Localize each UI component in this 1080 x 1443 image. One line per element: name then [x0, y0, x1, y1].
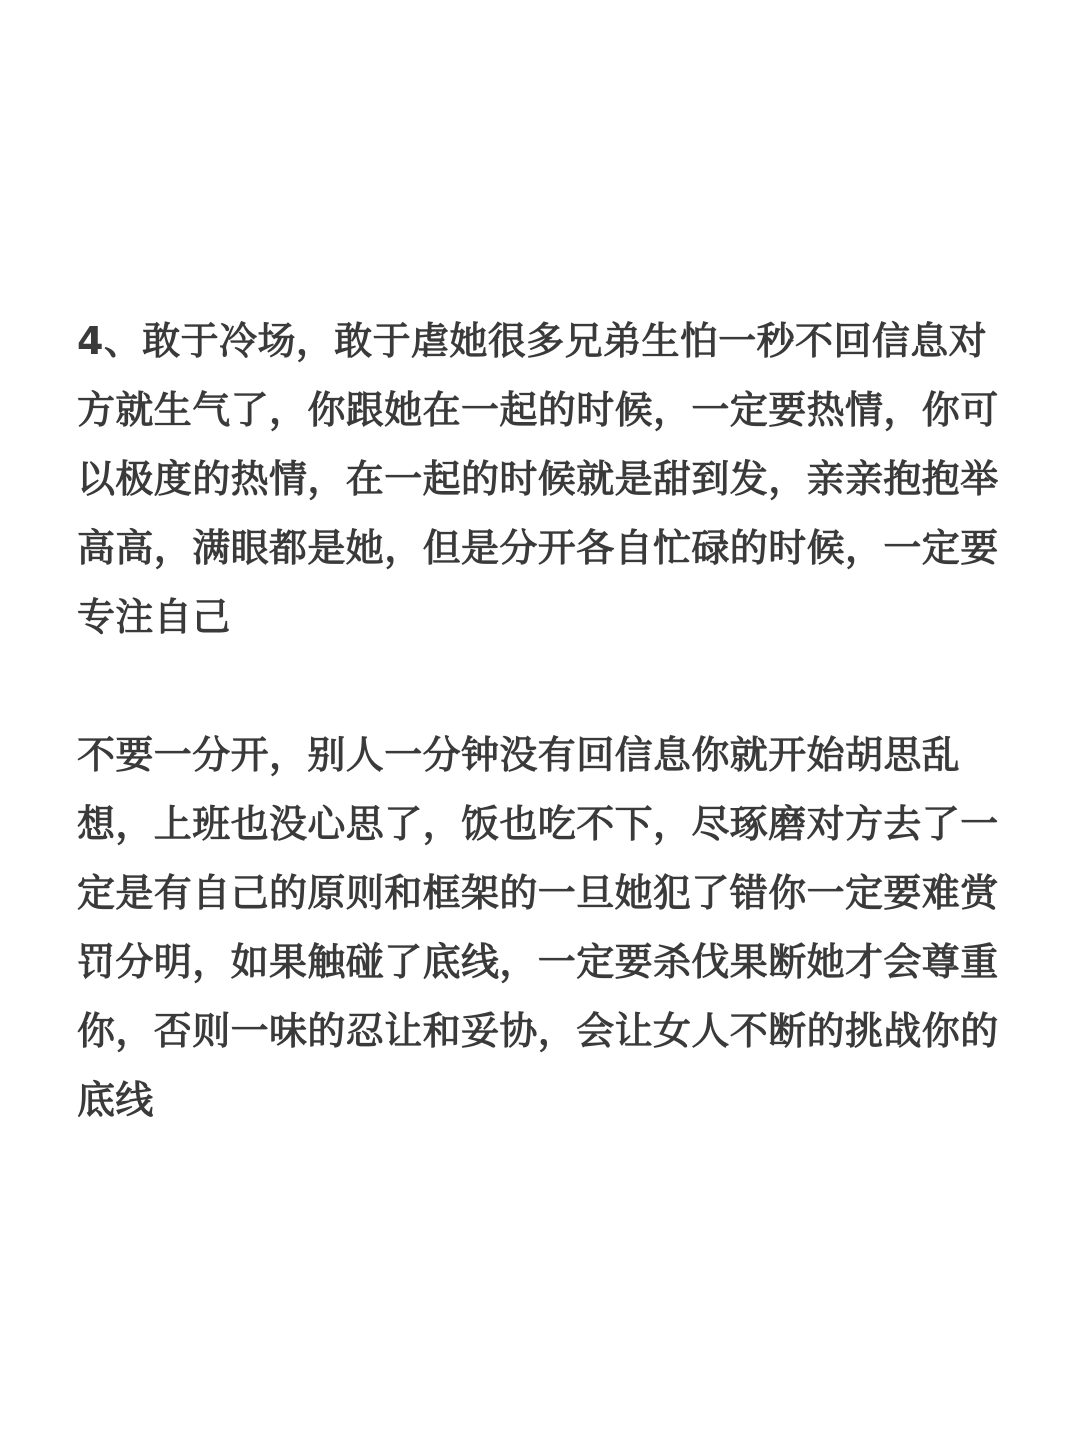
paragraph-2: 不要一分开，别人一分钟没有回信息你就开始胡思乱想，上班也没心思了，饭也吃不下，尽琢磨对方去了一定是有自己的原则和框架的一旦她犯了错你一定要难赏罚分明，如果触碰了底线，一定要杀伐果断她才会尊重你，否则一味的忍让和妥协，会让女人不断的挑战你的底线 — [77, 733, 999, 1122]
paragraph-1: 4、敢于冷场，敢于虐她很多兄弟生怕一秒不回信息对方就生气了，你跟她在一起的时候，一定要热情，你可以极度的热情，在一起的时候就是甜到发，亲亲抱抱举高高，满眼都是她，但是分开各自忙碌的时候，一定要专注自己 — [77, 319, 999, 639]
article-body — [77, 307, 1007, 1135]
